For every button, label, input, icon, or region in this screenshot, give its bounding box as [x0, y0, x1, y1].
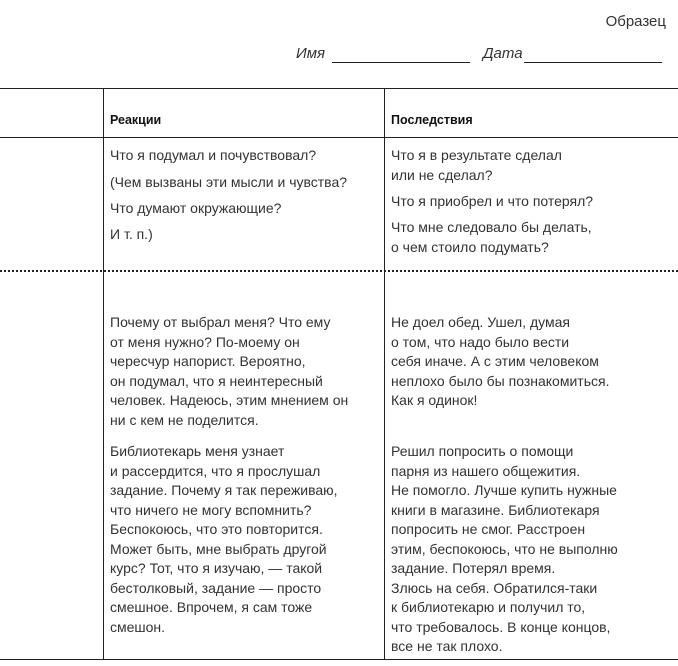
- template-consequence-item: Что мне следовало бы делать, о чем стоило подумать?: [391, 219, 592, 255]
- template-reaction-item: Что думают окружающие?: [110, 200, 282, 216]
- example-consequence-text: Не доел обед. Ушел, думая о том, что надо было вести себя иначе. А с этим человеком неплохо было бы познакомиться. Как я одинок!: [391, 314, 610, 408]
- column-header-consequences: Последствия: [391, 113, 473, 127]
- template-reaction-item: (Чем вызваны эти мысли и чувства?: [110, 174, 348, 190]
- header-fields: [296, 45, 666, 67]
- column-divider-left: [103, 88, 104, 660]
- date-field-line[interactable]: [524, 62, 662, 63]
- date-label: Дата: [483, 45, 523, 62]
- name-field-line[interactable]: [332, 62, 470, 63]
- template-reaction-item: Что я подумал и почувствовал?: [110, 147, 317, 163]
- template-consequence-item: Что я в результате сделал или не сделал?: [391, 147, 562, 183]
- template-consequence-item: Что я приобрел и что потерял?: [391, 193, 594, 209]
- sample-label: Образец: [605, 13, 666, 30]
- template-reaction-item: И т. п.): [110, 226, 153, 242]
- header-bottom-border: [0, 137, 678, 138]
- example-consequence-text: Решил попросить о помощи парня из нашего общежития. Не помогло. Лучше купить нужные книги в магазине. Библиотекаря попросить не смог. Расстроен этим, беспокоюсь, что не выполню задание. Потерял время. Злюсь на себя. Обратился-таки к библиотекарю и получил то, что требовалось. В конце концов, все не так плохо.: [391, 443, 618, 654]
- dotted-separator: [0, 270, 678, 272]
- column-header-reactions: Реакции: [110, 113, 162, 127]
- example-reaction-text: Почему от выбрал меня? Что ему от меня нужно? По-моему он чересчур напорист. Вероятно, он подумал, что я неинтересный человек. Надеюсь, этим мнением он ни с кем не поделится.: [110, 314, 349, 428]
- name-label: Имя: [296, 45, 326, 62]
- table-top-border: [0, 88, 678, 89]
- table-bottom-border: [0, 659, 678, 660]
- example-reaction-text: Библиотекарь меня узнает и рассердится, что я прослушал задание. Почему я так переживаю, что ничего не могу вспомнить? Беспокоюсь, что это повторится. Может быть, мне выбрать другой курс? Тот, что я изучаю, — такой бестолковый, задание — просто смешное. Впрочем, я сам тоже смешон.: [110, 443, 338, 635]
- column-divider-right: [384, 88, 385, 660]
